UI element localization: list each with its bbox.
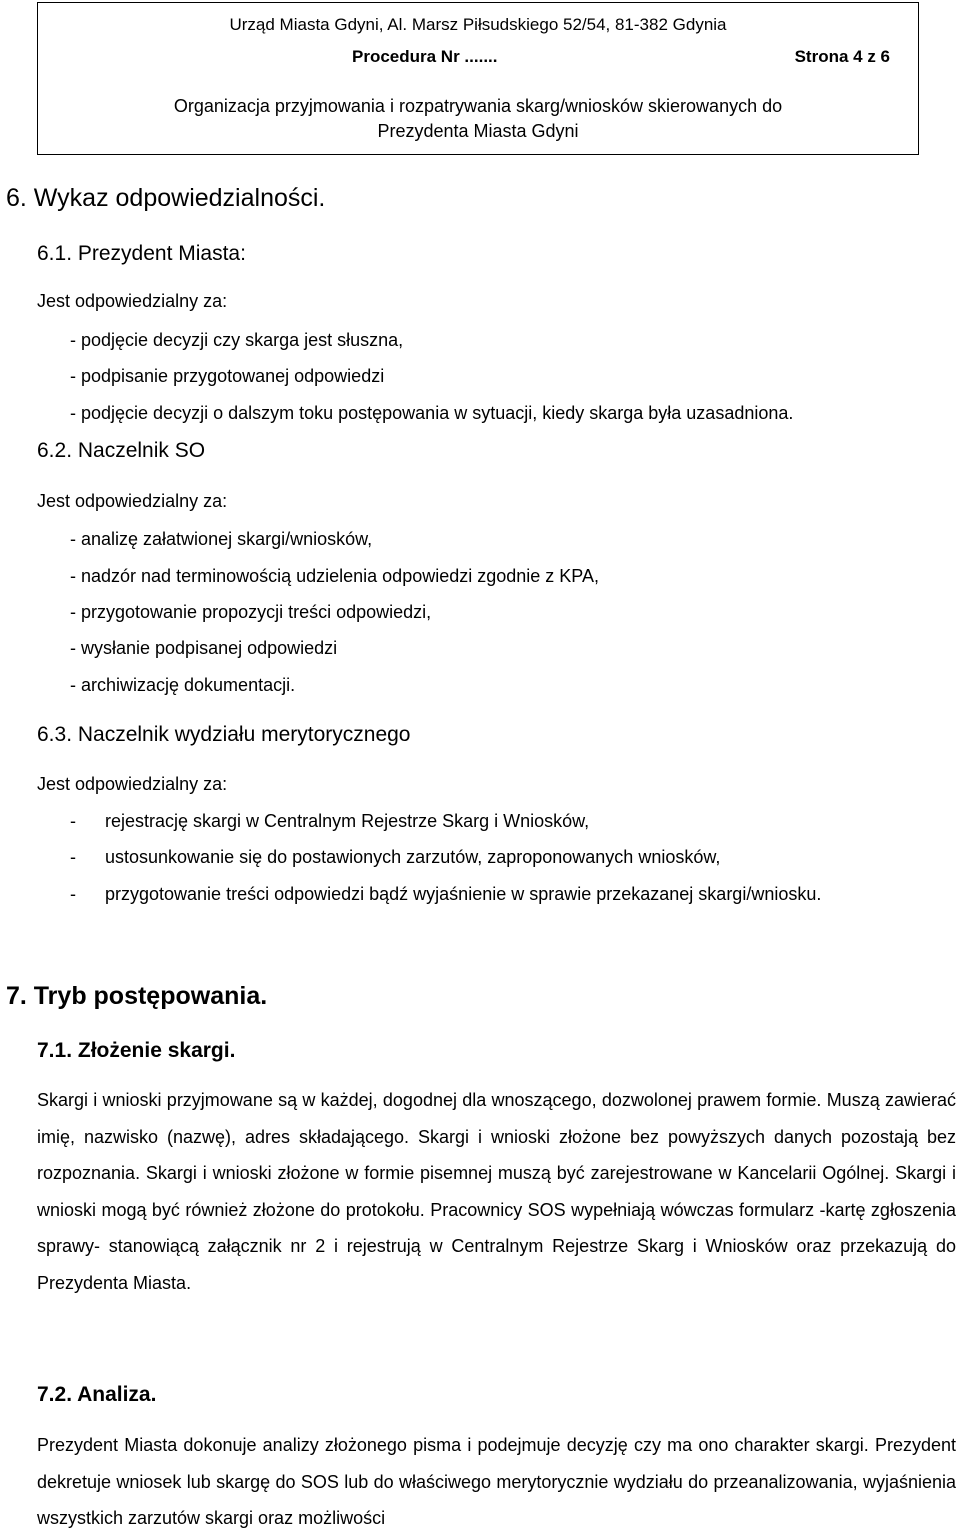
list-item <box>0 811 960 835</box>
section-6-2-heading: 6.2. Naczelnik SO <box>37 439 206 462</box>
list-item: - podpisanie przygotowanej odpowiedzi <box>70 366 385 386</box>
section-7-1-paragraph: Skargi i wnioski przyjmowane są w każdej, dogodnej dla wnoszącego, dozwolonej prawem formie. Muszą zawierać imię, nazwisko (nazwę), adres składającego. Skargi i wnioski złożone bez powyższych danych pozostają bez rozpoznania. Skargi i wnioski złożone w formie pisemnej muszą być zarejestrowane w Kancelarii Ogólnej. Skargi i wnioski mogą być również złożone do protokołu. Pracownicy SOS wypełniają wówczas formularz -kartę zgłoszenia sprawy- stanowiącą załącznik nr 2 i rejestrują w Centralnym Rejestrze Skarg i Wniosków oraz przekazują do Prezydenta Miasta. <box>37 1090 956 1293</box>
list-item <box>0 847 960 871</box>
list-item-text: rejestrację skargi w Centralnym Rejestrze Skarg i Wniosków, <box>105 811 590 831</box>
header-title <box>38 94 918 144</box>
list-dash: - <box>70 884 76 904</box>
header-procedure-row <box>38 47 918 71</box>
list-item: - przygotowanie propozycji treści odpowiedzi, <box>70 602 432 622</box>
section-7-2-paragraph: Prezydent Miasta dokonuje analizy złożonego pisma i podejmuje decyzję czy ma ono charakter skargi. Prezydent dekretuje wniosek lub skargę do SOS lub do właściwego merytorycznie wydziału do przeanalizowania, wyjaśnienia wszystkich zarzutów skargi oraz możliwości <box>37 1435 956 1528</box>
section-6-heading: 6. Wykaz odpowiedzialności. <box>6 184 326 212</box>
header-title-line-2: Prezydenta Miasta Gdyni <box>377 121 579 141</box>
list-item <box>0 884 960 908</box>
list-item: - podjęcie decyzji czy skarga jest słuszna, <box>70 330 404 350</box>
section-6-3-intro: Jest odpowiedzialny za: <box>37 774 228 794</box>
section-7-2-heading: 7.2. Analiza. <box>37 1383 157 1406</box>
list-item: - podjęcie decyzji o dalszym toku postępowania w sytuacji, kiedy skarga była uzasadniona. <box>70 403 794 423</box>
section-7-1-heading: 7.1. Złożenie skargi. <box>37 1039 236 1062</box>
list-item-text: ustosunkowanie się do postawionych zarzutów, zaproponowanych wniosków, <box>105 847 721 867</box>
section-6-1-heading: 6.1. Prezydent Miasta: <box>37 242 246 265</box>
header-page-number: Strona 4 z 6 <box>794 47 890 66</box>
header-address: Urząd Miasta Gdyni, Al. Marsz Piłsudskiego 52/54, 81-382 Gdynia <box>229 15 727 34</box>
list-item: - archiwizację dokumentacji. <box>70 675 296 695</box>
section-6-1-intro: Jest odpowiedzialny za: <box>37 291 228 311</box>
header-procedure-number: Procedura Nr ....... <box>352 47 498 66</box>
section-7-heading: 7. Tryb postępowania. <box>6 982 268 1010</box>
section-6-3-heading: 6.3. Naczelnik wydziału merytorycznego <box>37 723 411 746</box>
list-dash: - <box>70 847 76 867</box>
list-dash: - <box>70 811 76 831</box>
list-item-text: przygotowanie treści odpowiedzi bądź wyjaśnienie w sprawie przekazanej skargi/wniosku. <box>105 884 822 904</box>
list-item: - nadzór nad terminowością udzielenia odpowiedzi zgodnie z KPA, <box>70 566 599 586</box>
list-item: - wysłanie podpisanej odpowiedzi <box>70 638 338 658</box>
page-header <box>37 2 919 155</box>
section-6-2-intro: Jest odpowiedzialny za: <box>37 491 228 511</box>
list-item: - analizę załatwionej skargi/wniosków, <box>70 529 373 549</box>
header-title-line-1: Organizacja przyjmowania i rozpatrywania skarg/wniosków skierowanych do <box>173 96 783 116</box>
